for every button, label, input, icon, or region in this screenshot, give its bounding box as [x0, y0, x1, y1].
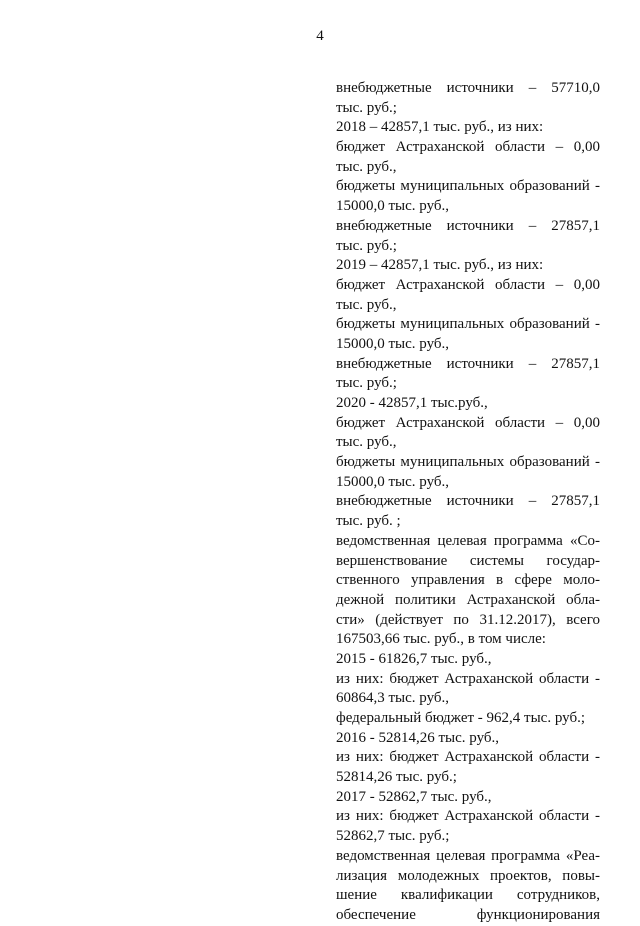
text-line: тыс. руб.; [336, 375, 397, 392]
page-number: 4 [316, 28, 324, 44]
text-line: 2017 - 52862,7 тыс. руб., [336, 788, 492, 805]
text-line: 15000,0 тыс. руб., [336, 473, 450, 490]
text-line: вершенствование системы государ- [336, 552, 600, 569]
text-line: ведомственная целевая программа «Реа- [336, 847, 600, 864]
text-line: 60864,3 тыс. руб., [336, 690, 450, 707]
text-line: тыс. руб., [336, 434, 397, 451]
text-line: 2018 – 42857,1 тыс. руб., из них: [336, 119, 544, 136]
text-line: бюджет Астраханской области – 0,00 [336, 414, 600, 431]
text-line: федеральный бюджет - 962,4 тыс. руб.; [336, 710, 585, 726]
text-line: 2020 - 42857,1 тыс.руб., [336, 395, 488, 411]
text-line: тыс. руб. ; [336, 513, 401, 530]
text-column [336, 79, 600, 926]
text-line: внебюджетные источники – 27857,1 [336, 217, 600, 234]
text-line: бюджет Астраханской области – 0,00 [336, 139, 600, 156]
text-line: ственного управления в сфере моло- [336, 572, 600, 589]
text-line: тыс. руб.; [336, 237, 397, 254]
text-line: внебюджетные источники – 27857,1 [336, 355, 600, 372]
text-line: бюджеты муниципальных образований - [336, 178, 600, 195]
text-line: 2016 - 52814,26 тыс. руб., [336, 729, 500, 746]
text-line: из них: бюджет Астраханской области - [336, 808, 600, 825]
text-line: бюджеты муниципальных образований - [336, 454, 600, 471]
text-line: 2015 - 61826,7 тыс. руб., [336, 650, 492, 667]
text-line: 15000,0 тыс. руб., [336, 198, 450, 215]
text-line: из них: бюджет Астраханской области - [336, 670, 600, 687]
text-line: 167503,66 тыс. руб., в том числе: [336, 631, 546, 648]
text-line: бюджеты муниципальных образований - [336, 316, 600, 333]
text-line: 15000,0 тыс. руб., [336, 335, 450, 352]
text-line: обеспечение функционирования [336, 906, 600, 923]
text-line: шение квалификации сотрудников, [336, 887, 600, 904]
text-line: тыс. руб.; [336, 99, 397, 116]
text-line: лизация молодежных проектов, повы- [336, 867, 600, 884]
text-line: 2019 – 42857,1 тыс. руб., из них: [336, 257, 544, 274]
text-line: дежной политики Астраханской обла- [336, 591, 600, 608]
text-line: 52862,7 тыс. руб.; [336, 828, 450, 845]
text-line: внебюджетные источники – 57710,0 [336, 80, 600, 96]
text-line: бюджет Астраханской области – 0,00 [336, 276, 600, 293]
text-line: из них: бюджет Астраханской области - [336, 749, 600, 766]
text-line: внебюджетные источники – 27857,1 [336, 493, 600, 510]
text-line: сти» (действует по 31.12.2017), всего [336, 611, 600, 628]
text-line: тыс. руб., [336, 296, 397, 313]
text-line: ведомственная целевая программа «Со- [336, 532, 600, 549]
text-line: тыс. руб., [336, 158, 397, 175]
text-line: 52814,26 тыс. руб.; [336, 769, 457, 786]
